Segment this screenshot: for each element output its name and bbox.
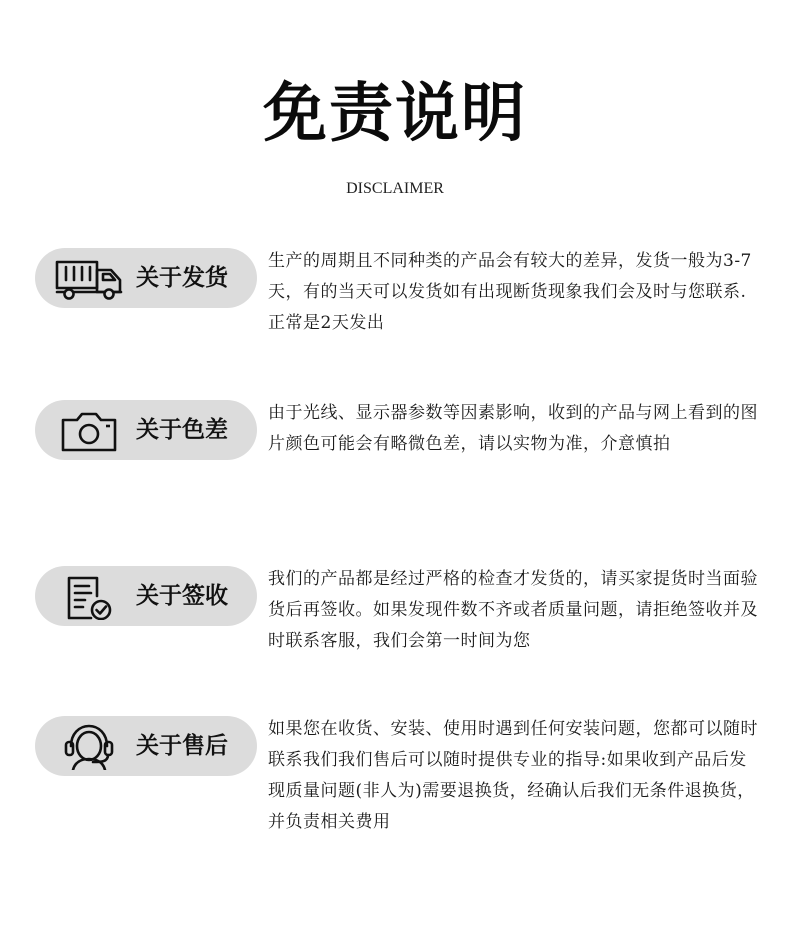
section-badge-after-sales — [35, 716, 257, 776]
headset-agent-icon — [53, 722, 125, 770]
camera-icon — [53, 406, 125, 454]
document-check-icon — [53, 572, 125, 620]
section-label: 关于售后 — [136, 733, 228, 759]
section-badge-receipt — [35, 566, 257, 626]
page-title: 免责说明 — [263, 77, 527, 151]
section-label: 关于发货 — [136, 265, 228, 291]
section-text: 如果您在收货、安装、使用时遇到任何安装问题，您都可以随时联系我们我们售后可以随时提供专业的指导:如果收到产品后发现质量问题(非人为)需要退换货，经确认后我们无条件退换货，并负责相关费用 — [268, 719, 758, 832]
section-label: 关于色差 — [136, 417, 228, 443]
section-text: 生产的周期且不同种类的产品会有较大的差异，发货一般为3-7天，有的当天可以发货如有出现断货现象我们会及时与您联系.正常是2天发出 — [268, 251, 752, 333]
section-text: 我们的产品都是经过严格的检查才发货的，请买家提货时当面验货后再签收。如果发现件数不齐或者质量问题，请拒绝签收并及时联系客服，我们会第一时间为您 — [268, 569, 758, 651]
page-subtitle: DISCLAIMER — [346, 180, 444, 197]
section-badge-shipping — [35, 248, 257, 308]
section-text: 由于光线、显示器参数等因素影响，收到的产品与网上看到的图片颜色可能会有略微色差，请以实物为准，介意慎拍 — [268, 403, 758, 454]
truck-icon — [53, 254, 125, 302]
section-badge-color-difference — [35, 400, 257, 460]
section-label: 关于签收 — [136, 583, 228, 609]
